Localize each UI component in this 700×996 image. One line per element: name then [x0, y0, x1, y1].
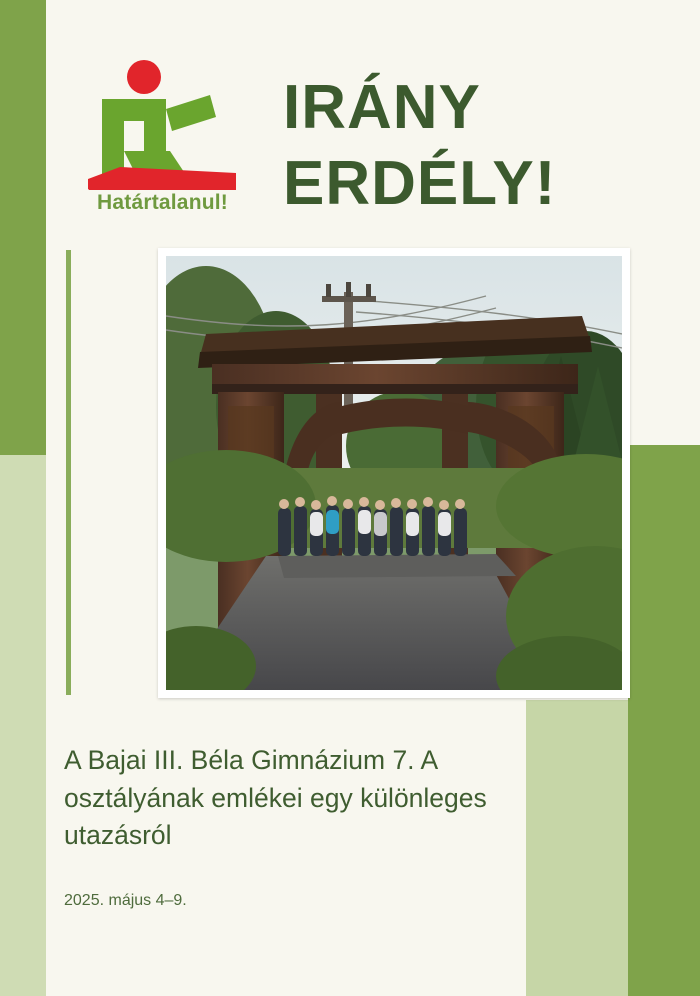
- logo: [60, 55, 265, 235]
- decorative-bar-left-bottom: [0, 455, 46, 996]
- title-line-1: IRÁNY: [283, 73, 481, 142]
- photo-frame: [158, 248, 630, 698]
- trip-photo: [166, 256, 622, 690]
- page-title: [283, 70, 683, 221]
- decorative-block-right: [628, 445, 700, 996]
- decorative-bar-left-top: [0, 0, 46, 455]
- title-line-2: ERDÉLY!: [283, 148, 557, 218]
- subtitle-caption: A Bajai III. Béla Gimnázium 7. A osztályának emlékei egy különleges utazásról: [64, 745, 487, 851]
- hatartalanul-logo-icon: [60, 55, 265, 190]
- date-text: 2025. május 4–9.: [64, 892, 187, 909]
- logo-caption: Határtalanul!: [97, 191, 228, 214]
- decorative-vertical-rule: [66, 250, 71, 695]
